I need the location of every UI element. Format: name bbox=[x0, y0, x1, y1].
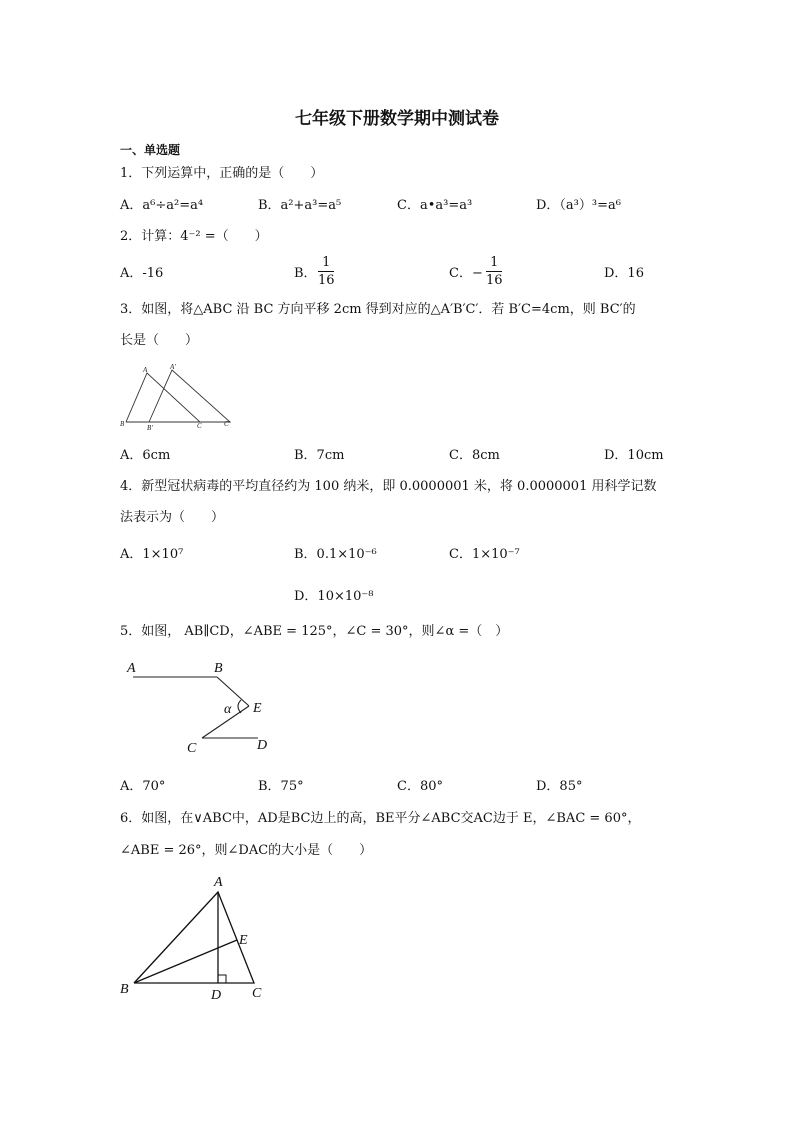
q5-label-c: C bbox=[187, 741, 197, 756]
q3-label-a-prime: A′ bbox=[170, 363, 176, 371]
q4-stem-line2: 法表示为（ ） bbox=[120, 510, 225, 525]
q5-stem: 5．如图， AB∥CD，∠ABE = 125°，∠C = 30°，则∠α =（ ） bbox=[120, 624, 509, 639]
q3-option-b[interactable]: B．7cm bbox=[294, 448, 345, 463]
q4-option-d[interactable]: D．10×10⁻⁸ bbox=[294, 589, 374, 604]
q5-option-c[interactable]: C．80° bbox=[397, 779, 443, 794]
fraction-numerator: 1 bbox=[490, 255, 499, 270]
q6-label-d: D bbox=[211, 988, 222, 1003]
q4-option-a[interactable]: A．1×10⁷ bbox=[120, 547, 184, 562]
q2-option-c-fraction bbox=[486, 255, 503, 288]
fraction-bar bbox=[486, 271, 502, 272]
q4-option-b[interactable]: B．0.1×10⁻⁶ bbox=[294, 547, 377, 562]
q6-label-b: B bbox=[120, 982, 129, 997]
q5-label-alpha: α bbox=[224, 702, 232, 717]
q2-option-a[interactable]: A．-16 bbox=[120, 266, 164, 281]
q3-stem-line1: 3．如图，将△ABC 沿 BC 方向平移 2cm 得到对应的△A′B′C′．若 B′C=4cm，则 BC′的 bbox=[120, 302, 636, 317]
q3-translation-figure bbox=[118, 362, 238, 432]
q3-stem-line2: 长是（ ） bbox=[120, 333, 199, 348]
q3-label-b: B bbox=[120, 420, 125, 428]
q1-option-d[interactable]: D．（a³）³=a⁶ bbox=[536, 198, 621, 213]
page-title: 七年级下册数学期中测试卷 bbox=[295, 109, 499, 129]
q4-option-c[interactable]: C．1×10⁻⁷ bbox=[449, 547, 520, 562]
q3-label-a: A bbox=[143, 366, 148, 374]
q3-label-c-prime: C′ bbox=[224, 420, 231, 428]
q6-triangle-figure bbox=[118, 870, 278, 1005]
q2-option-c-label[interactable]: C．− bbox=[449, 266, 483, 281]
q5-option-d[interactable]: D．85° bbox=[536, 779, 583, 794]
q2-option-b-label[interactable]: B． bbox=[294, 266, 317, 281]
q1-option-b[interactable]: B．a²+a³=a⁵ bbox=[258, 198, 342, 213]
q3-option-c[interactable]: C．8cm bbox=[449, 448, 500, 463]
q4-stem-line1: 4．新型冠状病毒的平均直径约为 100 纳米，即 0.0000001 米，将 0.0000001 用科学记数 bbox=[120, 479, 657, 494]
q6-label-e: E bbox=[239, 933, 248, 948]
fraction-denominator: 16 bbox=[486, 273, 503, 288]
q6-stem-line2: ∠ABE = 26°，则∠DAC的大小是（ ） bbox=[120, 843, 373, 858]
q3-label-b-prime: B′ bbox=[147, 424, 153, 432]
q6-label-a: A bbox=[214, 875, 223, 890]
q1-option-a[interactable]: A．a⁶÷a²=a⁴ bbox=[120, 198, 204, 213]
q5-parallel-lines-figure bbox=[125, 657, 285, 757]
q2-option-b-fraction bbox=[318, 255, 335, 288]
q2-option-d[interactable]: D．16 bbox=[604, 266, 644, 281]
fraction-bar bbox=[318, 271, 334, 272]
q5-label-d: D bbox=[257, 738, 268, 753]
section-heading: 一、单选题 bbox=[120, 143, 181, 157]
fraction-denominator: 16 bbox=[318, 273, 335, 288]
q5-label-a: A bbox=[127, 661, 136, 676]
q5-option-a[interactable]: A．70° bbox=[120, 779, 166, 794]
q5-option-b[interactable]: B．75° bbox=[258, 779, 304, 794]
q3-option-a[interactable]: A．6cm bbox=[120, 448, 171, 463]
q3-option-d[interactable]: D．10cm bbox=[604, 448, 664, 463]
q1-stem: 1．下列运算中，正确的是（ ） bbox=[120, 166, 324, 181]
q5-label-b: B bbox=[214, 661, 223, 676]
fraction-numerator: 1 bbox=[322, 255, 331, 270]
q2-stem: 2．计算：4⁻² =（ ） bbox=[120, 229, 268, 244]
q1-option-c[interactable]: C．a•a³=a³ bbox=[397, 198, 473, 213]
q6-label-c: C bbox=[252, 986, 262, 1001]
q6-stem-line1: 6．如图，在∨ABC中，AD是BC边上的高，BE平分∠ABC交AC边于 E，∠BAC = 60°， bbox=[120, 811, 641, 826]
q5-label-e: E bbox=[253, 701, 262, 716]
q3-label-c: C bbox=[197, 422, 202, 430]
